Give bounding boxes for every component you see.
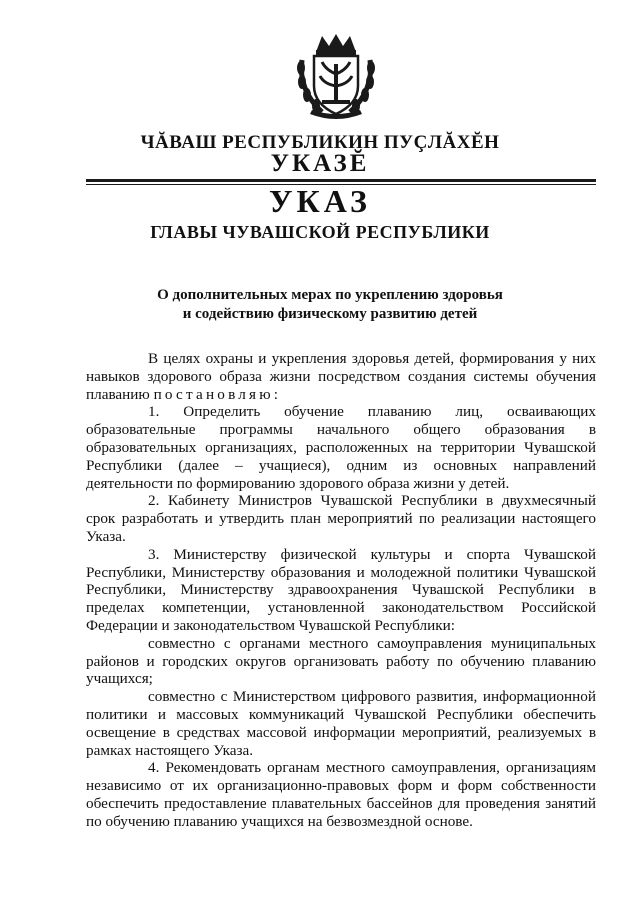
paragraph-item-4: 4. Рекомендовать органам местного самоуправления, организациям независимо от их организационно-правовых форм и форм собственности обеспечить предоставление плавательных бассейнов для проведения занятий по обучению плаванию учащихся на безвозмездной основе.	[86, 759, 596, 830]
paragraph-item-1: 1. Определить обучение плаванию лиц, осваивающих образовательные программы начального общего образования в образовательных организациях, расположенных на территории Чувашской Республики (далее – учащиеся), одним из основных направлений деятельности по формированию здорового образа жизни у детей.	[86, 403, 596, 492]
paragraph-item-3-sub1: совместно с органами местного самоуправления муниципальных районов и городских округов организовать работу по обучению плаванию учащихся;	[86, 634, 596, 688]
russian-header-glavy: ГЛАВЫ ЧУВАШСКОЙ РЕСПУБЛИКИ	[150, 222, 490, 242]
chuvash-header-line1: ЧĂВАШ РЕСПУБЛИКИН ПУÇЛĂХĔН	[140, 132, 500, 153]
paragraph-item-3: 3. Министерству физической культуры и спорта Чувашской Республики, Министерству образования и молодежной политики Чувашской Республики, Министерству здравоохранения Чувашской Республики в пределах компетенции, установленной законодательством Российской Федерации и законодательством Чувашской Республики:	[86, 545, 596, 634]
document-title	[80, 286, 580, 324]
document-title-line2: и содействию физическому развитию детей	[182, 306, 478, 322]
paragraph-preamble-text: В целях охраны и укрепления здоровья детей, формирования у них навыков здорового образа жизни посредством создания системы обучения плаванию	[86, 350, 596, 403]
paragraph-preamble	[86, 350, 596, 403]
russian-header-ukaz: УКАЗ	[269, 183, 371, 219]
paragraph-preamble-resolve: постановляю:	[153, 385, 282, 403]
paragraph-item-2: 2. Кабинету Министров Чувашской Республики в двухмесячный срок разработать и утвердить план мероприятий по реализации настоящего Указа.	[86, 492, 596, 545]
document-body	[86, 350, 596, 831]
chuvash-header-line2: УКАЗĔ	[270, 150, 370, 177]
document-title-line1: О дополнительных мерах по укреплению здоровья	[157, 287, 503, 303]
coat-of-arms-icon	[292, 30, 380, 120]
divider-thick	[86, 179, 596, 182]
paragraph-item-3-sub2: совместно с Министерством цифрового развития, информационной политики и массовых коммуникаций Чувашской Республики обеспечить освещение в средствах массовой информации мероприятий, реализуемых в рамках настоящего Указа.	[86, 688, 596, 759]
